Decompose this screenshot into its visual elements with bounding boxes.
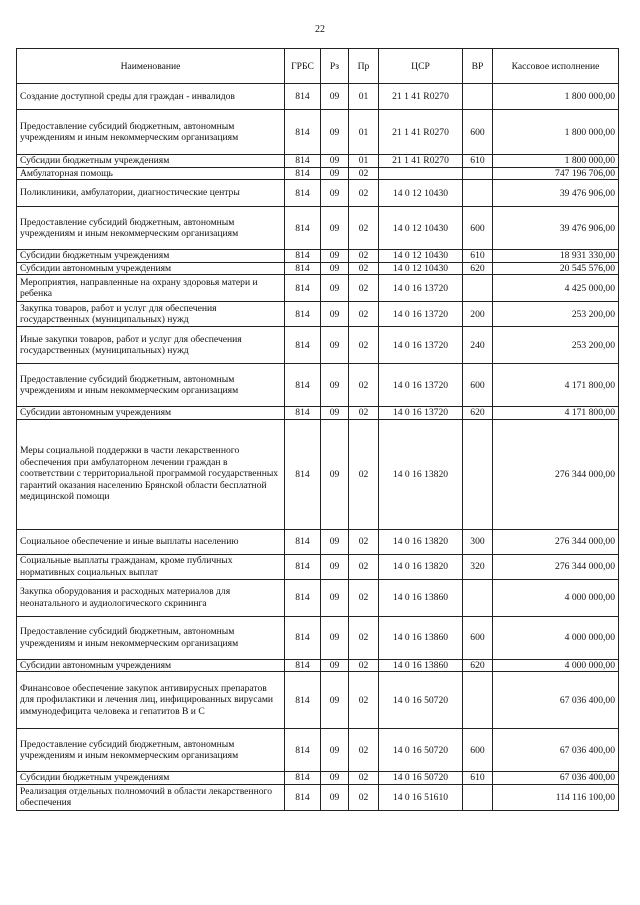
cell-grbs: 814 [285, 419, 321, 529]
cell-name: Предоставление субсидий бюджетным, автономным учреждениям и иным некоммерческим организациям [17, 110, 285, 155]
cell-amount: 20 545 576,00 [493, 262, 619, 275]
cell-rz: 09 [321, 407, 349, 420]
cell-name: Меры социальной поддержки в части лекарственного обеспечения при амбулаторном лечении граждан в соответствии с территориальной программой государственных гарантий оказания населению Брянской области бесплатной медицинской помощи [17, 419, 285, 529]
cell-vr: 620 [463, 659, 493, 672]
cell-amount: 4 000 000,00 [493, 579, 619, 616]
cell-amount: 276 344 000,00 [493, 554, 619, 579]
cell-csr: 14 0 16 13860 [379, 579, 463, 616]
header-csr: ЦСР [379, 49, 463, 84]
cell-amount: 4 425 000,00 [493, 275, 619, 302]
cell-grbs: 814 [285, 262, 321, 275]
cell-name: Закупка оборудования и расходных материалов для неонатального и аудиологического скрининга [17, 579, 285, 616]
cell-amount: 1 800 000,00 [493, 155, 619, 168]
cell-name: Иные закупки товаров, работ и услуг для обеспечения государственных (муниципальных) нужд [17, 327, 285, 364]
cell-pr: 02 [349, 207, 379, 250]
table-row [17, 262, 619, 275]
cell-csr: 14 0 12 10430 [379, 262, 463, 275]
cell-csr: 14 0 12 10430 [379, 250, 463, 263]
cell-name: Субсидии бюджетным учреждениям [17, 155, 285, 168]
cell-grbs: 814 [285, 364, 321, 407]
cell-rz: 09 [321, 84, 349, 110]
cell-amount: 276 344 000,00 [493, 529, 619, 554]
page-number: 22 [315, 24, 325, 35]
cell-grbs: 814 [285, 407, 321, 420]
cell-pr: 02 [349, 419, 379, 529]
cell-pr: 02 [349, 262, 379, 275]
cell-csr: 14 0 16 13820 [379, 554, 463, 579]
table-row [17, 167, 619, 180]
cell-vr: 610 [463, 250, 493, 263]
cell-grbs: 814 [285, 250, 321, 263]
cell-rz: 09 [321, 659, 349, 672]
cell-rz: 09 [321, 302, 349, 327]
cell-amount: 276 344 000,00 [493, 419, 619, 529]
cell-pr: 02 [349, 407, 379, 420]
cell-rz: 09 [321, 772, 349, 785]
cell-csr: 14 0 16 50720 [379, 772, 463, 785]
cell-name: Финансовое обеспечение закупок антивирусных препаратов для профилактики и лечения лиц, инфицированных вирусами иммунодефицита человека и гепатитов В и С [17, 672, 285, 729]
cell-grbs: 814 [285, 327, 321, 364]
header-cash-execution: Кассовое исполнение [493, 49, 619, 84]
cell-rz: 09 [321, 275, 349, 302]
cell-grbs: 814 [285, 729, 321, 772]
cell-rz: 09 [321, 616, 349, 659]
cell-grbs: 814 [285, 207, 321, 250]
cell-csr: 14 0 16 13720 [379, 327, 463, 364]
cell-pr: 02 [349, 672, 379, 729]
cell-amount: 18 931 330,00 [493, 250, 619, 263]
cell-csr: 14 0 16 51610 [379, 784, 463, 810]
cell-pr: 02 [349, 529, 379, 554]
cell-vr: 610 [463, 155, 493, 168]
cell-amount: 4 000 000,00 [493, 659, 619, 672]
cell-vr: 300 [463, 529, 493, 554]
cell-grbs: 814 [285, 579, 321, 616]
cell-name: Предоставление субсидий бюджетным, автономным учреждениям и иным некоммерческим организациям [17, 616, 285, 659]
table-row [17, 407, 619, 420]
cell-name: Социальное обеспечение и иные выплаты населению [17, 529, 285, 554]
cell-csr: 14 0 16 13720 [379, 407, 463, 420]
cell-pr: 02 [349, 275, 379, 302]
cell-vr [463, 419, 493, 529]
cell-csr: 14 0 16 13820 [379, 529, 463, 554]
cell-vr [463, 84, 493, 110]
cell-rz: 09 [321, 554, 349, 579]
cell-csr: 14 0 16 13720 [379, 302, 463, 327]
cell-pr: 02 [349, 579, 379, 616]
cell-vr [463, 579, 493, 616]
cell-grbs: 814 [285, 302, 321, 327]
cell-rz: 09 [321, 167, 349, 180]
cell-amount: 4 000 000,00 [493, 616, 619, 659]
cell-pr: 02 [349, 327, 379, 364]
cell-name: Предоставление субсидий бюджетным, автономным учреждениям и иным некоммерческим организациям [17, 364, 285, 407]
cell-amount: 4 171 800,00 [493, 364, 619, 407]
table-row [17, 250, 619, 263]
cell-pr: 01 [349, 110, 379, 155]
header-rz: Рз [321, 49, 349, 84]
cell-amount: 1 800 000,00 [493, 110, 619, 155]
cell-pr: 02 [349, 250, 379, 263]
table-row [17, 772, 619, 785]
header-grbs: ГРБС [285, 49, 321, 84]
cell-grbs: 814 [285, 784, 321, 810]
cell-grbs: 814 [285, 659, 321, 672]
table-row [17, 419, 619, 529]
cell-csr: 14 0 16 13720 [379, 364, 463, 407]
table-row [17, 616, 619, 659]
cell-name: Субсидии автономным учреждениям [17, 407, 285, 420]
cell-csr: 21 1 41 R0270 [379, 84, 463, 110]
cell-vr: 600 [463, 729, 493, 772]
cell-rz: 09 [321, 250, 349, 263]
cell-csr: 14 0 12 10430 [379, 180, 463, 207]
cell-pr: 02 [349, 729, 379, 772]
cell-pr: 02 [349, 302, 379, 327]
cell-name: Субсидии автономным учреждениям [17, 262, 285, 275]
cell-rz: 09 [321, 529, 349, 554]
cell-vr [463, 275, 493, 302]
cell-csr: 14 0 16 13820 [379, 419, 463, 529]
cell-csr: 14 0 16 50720 [379, 729, 463, 772]
cell-pr: 02 [349, 659, 379, 672]
table-row [17, 554, 619, 579]
cell-name: Предоставление субсидий бюджетным, автономным учреждениям и иным некоммерческим организациям [17, 729, 285, 772]
cell-grbs: 814 [285, 672, 321, 729]
table-row [17, 659, 619, 672]
table-row [17, 579, 619, 616]
cell-grbs: 814 [285, 529, 321, 554]
cell-grbs: 814 [285, 772, 321, 785]
cell-pr: 01 [349, 155, 379, 168]
cell-name: Реализация отдельных полномочий в области лекарственного обеспечения [17, 784, 285, 810]
table-row [17, 327, 619, 364]
cell-vr [463, 167, 493, 180]
cell-rz: 09 [321, 419, 349, 529]
cell-name: Закупка товаров, работ и услуг для обеспечения государственных (муниципальных) нужд [17, 302, 285, 327]
cell-vr: 600 [463, 207, 493, 250]
cell-vr: 600 [463, 364, 493, 407]
cell-vr: 620 [463, 407, 493, 420]
cell-vr [463, 672, 493, 729]
cell-grbs: 814 [285, 167, 321, 180]
cell-rz: 09 [321, 364, 349, 407]
cell-name: Субсидии автономным учреждениям [17, 659, 285, 672]
cell-amount: 39 476 906,00 [493, 180, 619, 207]
cell-amount: 39 476 906,00 [493, 207, 619, 250]
table-row [17, 529, 619, 554]
cell-grbs: 814 [285, 180, 321, 207]
cell-rz: 09 [321, 729, 349, 772]
table-row [17, 275, 619, 302]
cell-grbs: 814 [285, 84, 321, 110]
cell-csr: 14 0 16 13720 [379, 275, 463, 302]
cell-vr: 200 [463, 302, 493, 327]
cell-csr: 14 0 12 10430 [379, 207, 463, 250]
cell-csr [379, 167, 463, 180]
cell-csr: 14 0 16 13860 [379, 659, 463, 672]
header-pr: Пр [349, 49, 379, 84]
cell-amount: 67 036 400,00 [493, 772, 619, 785]
table-row [17, 784, 619, 810]
cell-name: Создание доступной среды для граждан - инвалидов [17, 84, 285, 110]
cell-amount: 4 171 800,00 [493, 407, 619, 420]
cell-name: Субсидии бюджетным учреждениям [17, 250, 285, 263]
cell-pr: 02 [349, 772, 379, 785]
cell-amount: 747 196 706,00 [493, 167, 619, 180]
cell-pr: 02 [349, 167, 379, 180]
cell-pr: 01 [349, 84, 379, 110]
cell-rz: 09 [321, 207, 349, 250]
cell-rz: 09 [321, 327, 349, 364]
cell-pr: 02 [349, 616, 379, 659]
cell-name: Поликлиники, амбулатории, диагностические центры [17, 180, 285, 207]
cell-pr: 02 [349, 180, 379, 207]
cell-rz: 09 [321, 579, 349, 616]
cell-amount: 114 116 100,00 [493, 784, 619, 810]
cell-rz: 09 [321, 110, 349, 155]
cell-rz: 09 [321, 262, 349, 275]
cell-csr: 14 0 16 50720 [379, 672, 463, 729]
cell-vr [463, 180, 493, 207]
table-row [17, 180, 619, 207]
table-row [17, 155, 619, 168]
cell-rz: 09 [321, 180, 349, 207]
cell-vr: 320 [463, 554, 493, 579]
budget-execution-table [16, 48, 619, 811]
table-row [17, 110, 619, 155]
cell-amount: 1 800 000,00 [493, 84, 619, 110]
table-row [17, 302, 619, 327]
cell-amount: 253 200,00 [493, 327, 619, 364]
cell-name: Субсидии бюджетным учреждениям [17, 772, 285, 785]
cell-vr: 620 [463, 262, 493, 275]
cell-rz: 09 [321, 155, 349, 168]
cell-amount: 67 036 400,00 [493, 672, 619, 729]
cell-name: Социальные выплаты гражданам, кроме публичных нормативных социальных выплат [17, 554, 285, 579]
cell-csr: 21 1 41 R0270 [379, 110, 463, 155]
cell-grbs: 814 [285, 275, 321, 302]
cell-vr: 600 [463, 616, 493, 659]
table-row [17, 84, 619, 110]
table-row [17, 364, 619, 407]
cell-amount: 253 200,00 [493, 302, 619, 327]
cell-vr: 600 [463, 110, 493, 155]
cell-grbs: 814 [285, 155, 321, 168]
header-vr: ВР [463, 49, 493, 84]
cell-pr: 02 [349, 784, 379, 810]
cell-vr: 610 [463, 772, 493, 785]
cell-pr: 02 [349, 364, 379, 407]
cell-grbs: 814 [285, 616, 321, 659]
cell-pr: 02 [349, 554, 379, 579]
table-row [17, 672, 619, 729]
cell-csr: 21 1 41 R0270 [379, 155, 463, 168]
cell-vr: 240 [463, 327, 493, 364]
table-body [17, 84, 619, 811]
cell-name: Мероприятия, направленные на охрану здоровья матери и ребенка [17, 275, 285, 302]
cell-grbs: 814 [285, 110, 321, 155]
cell-rz: 09 [321, 672, 349, 729]
table-row [17, 729, 619, 772]
table-header-row [17, 49, 619, 84]
cell-name: Амбулаторная помощь [17, 167, 285, 180]
table-row [17, 207, 619, 250]
header-name: Наименование [17, 49, 285, 84]
cell-csr: 14 0 16 13860 [379, 616, 463, 659]
cell-name: Предоставление субсидий бюджетным, автономным учреждениям и иным некоммерческим организациям [17, 207, 285, 250]
cell-grbs: 814 [285, 554, 321, 579]
cell-vr [463, 784, 493, 810]
cell-rz: 09 [321, 784, 349, 810]
cell-amount: 67 036 400,00 [493, 729, 619, 772]
